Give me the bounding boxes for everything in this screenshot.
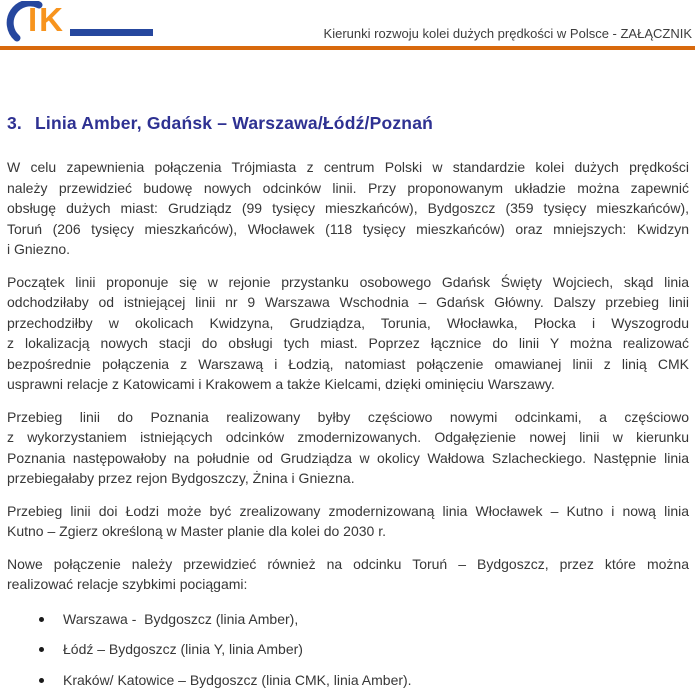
paragraph-line: Nowe połączenie należy przewidzieć również na odcinku Toruń – Bydgoszcz, przez które można	[7, 555, 689, 572]
paragraph	[7, 407, 689, 489]
paragraph-line: przebiegałaby przez rejon Bydgoszczy, Żnina i Gniezna.	[7, 470, 355, 486]
paragraph-line: Początek linii proponuje się w rejonie przystanku osobowego Gdańsk Święty Wojciech, skąd linia	[7, 273, 689, 290]
paragraph	[7, 501, 689, 542]
paragraph-line: i Gniezno.	[7, 241, 71, 257]
paragraph	[7, 157, 689, 260]
paragraph-line: bezpośrednie połączenia z Warszawą i Łodzią, natomiast połączenie omawianej linii z linią CMK	[7, 355, 689, 372]
body-paragraphs	[7, 157, 689, 595]
paragraph-line: Kutno – Zgierz określoną w Master planie dla kolei do 2030 r.	[7, 523, 386, 539]
section-number: 3.	[7, 113, 22, 133]
paragraph-line: Przebieg linii doi Łodzi może być zrealizowany zmodernizowaną linia Włocławek – Kutno i nową linia	[7, 502, 689, 519]
paragraph-line: Poznania następowałoby na południe od Grudziądza w okolicy Wałdowa Szlacheckiego. Następnie linia	[7, 449, 689, 466]
paragraph-line: W celu zapewnienia połączenia Trójmiasta z centrum Polski w standardzie kolei dużych prędkości	[7, 159, 689, 175]
bullet-item: Warszawa - Bydgoszcz (linia Amber),	[7, 609, 689, 630]
paragraph-line: obsługę dużych miast: Grudziądz (99 tysięcy mieszkańców), Bydgoszcz (359 tysięcy mieszkańców),	[7, 200, 689, 216]
document-body	[0, 112, 695, 690]
paragraph-line: usprawni relacje z Katowicami i Krakowem a także Kielcami, dzięki ominięciu Warszawy.	[7, 376, 555, 392]
cik-logo	[2, 0, 212, 45]
paragraph-line: z wykorzystaniem istniejących odcinków zmodernizowanych. Odgałęzienie nowej linii w kierunku	[7, 429, 689, 445]
bullet-item: Łódź – Bydgoszcz (linia Y, linia Amber)	[7, 639, 689, 660]
cik-logo-text: IK	[28, 1, 65, 38]
paragraph-line: z lokalizacją nowych stacji do obsługi tych miast. Poprzez łącznice do linii Y można realizować	[7, 335, 689, 351]
bullet-list	[7, 609, 689, 691]
header-rule	[0, 46, 695, 50]
document-title: Kierunki rozwoju kolei dużych prędkości w Polsce - ZAŁĄCZNIK	[323, 26, 692, 41]
cik-logo-underline	[70, 29, 153, 36]
paragraph	[7, 554, 689, 595]
paragraph	[7, 272, 689, 395]
paragraph-line: Przebieg linii do Poznania realizowany byłby częściowo nowymi odcinkami, a częściowo	[7, 408, 689, 425]
paragraph-line: odchodziłaby od istniejącej linii nr 9 Warszawa Wschodnia – Gdańsk Główny. Dalszy przebieg linii	[7, 294, 689, 310]
section-title: Linia Amber, Gdańsk – Warszawa/Łódź/Poznań	[35, 113, 434, 133]
paragraph-line: przechodziłby w okolicach Kwidzyna, Grudziądza, Torunia, Włocławka, Płocka i Wyszogrodu	[7, 314, 689, 331]
bullet-item: Kraków/ Katowice – Bydgoszcz (linia CMK, linia Amber).	[7, 670, 689, 691]
page-header	[0, 0, 695, 50]
section-heading	[7, 112, 689, 135]
paragraph-line: należy przewidzieć budowę nowych odcinków linii. Przy proponowanym układzie można zapewnić	[7, 179, 689, 196]
paragraph-line: Toruń (206 tysięcy mieszkańców), Włocławek (118 tysięcy mieszkańców) oraz mniejszych: Kwidzyn	[7, 220, 689, 237]
paragraph-line: realizować relacje szybkimi pociągami:	[7, 576, 248, 592]
